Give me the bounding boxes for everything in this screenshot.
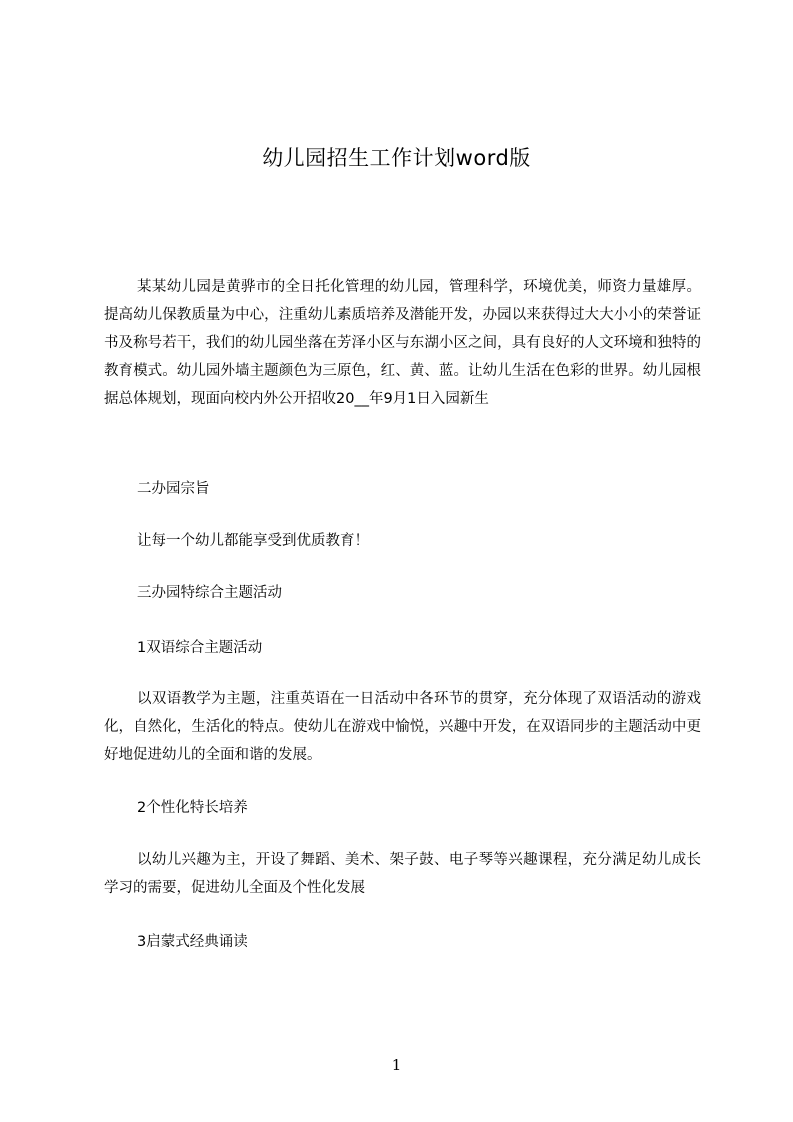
item3-heading: 3启蒙式经典诵读 xyxy=(137,934,248,950)
item1-paragraph: 以双语教学为主题，注重英语在一日活动中各环节的贯穿，充分体现了双语活动的游戏化，自然化，生活化的特点。使幼儿在游戏中愉悦，兴趣中开发，在双语同步的主题活动中更好地促进幼儿的全面和谐的发展。 xyxy=(104,691,701,763)
item2-heading: 2个性化特长培养 xyxy=(137,800,248,816)
intro-paragraph: 某某幼儿园是黄骅市的全日托化管理的幼儿园，管理科学，环境优美，师资力量雄厚。提高幼儿保教质量为中心，注重幼儿素质培养及潜能开发，办园以来获得过大大小小的荣誉证书及称号若干，我们的幼儿园坐落在芳泽小区与东湖小区之间，具有良好的人文环境和独特的教育模式。幼儿园外墙主题颜色为三原色，红、黄、蓝。让幼儿生活在色彩的世界。幼儿园根据总体规划，现面向校内外公开招收20__年9月1日入园新生 xyxy=(104,279,701,407)
item2-paragraph: 以幼儿兴趣为主，开设了舞蹈、美术、架子鼓、电子琴等兴趣课程，充分满足幼儿成长学习的需要，促进幼儿全面及个性化发展 xyxy=(104,852,701,896)
section2-heading: 二办园宗旨 xyxy=(137,481,210,497)
section2-text: 让每一个幼儿都能享受到优质教育！ xyxy=(137,533,369,549)
document-title: 幼儿园招生工作计划word版 xyxy=(262,146,531,170)
section3-heading: 三办园特综合主题活动 xyxy=(137,585,282,601)
item1-heading: 1双语综合主题活动 xyxy=(137,640,263,656)
page-number: 1 xyxy=(391,1056,402,1074)
